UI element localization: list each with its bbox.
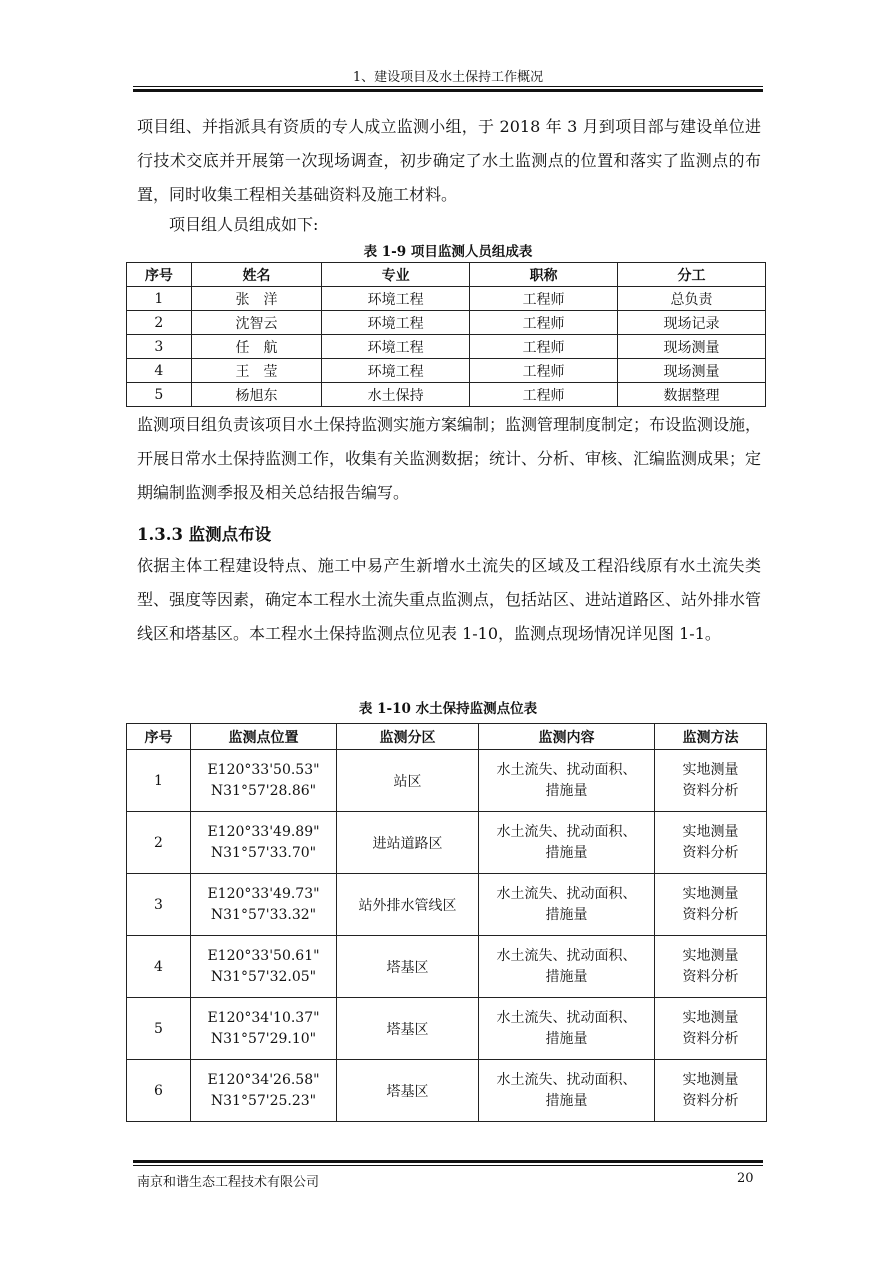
- paragraph-monitoring-points: 依据主体工程建设特点、施工中易产生新增水土流失的区域及工程沿线原有水土流失类型、强度等因素，确定本工程水土流失重点监测点，包括站区、进站道路区、站外排水管线区和塔基区。本工程水土保持监测点位见表 1-10，监测点现场情况详见图 1-1。: [137, 556, 762, 643]
- points-cell-content: [479, 874, 655, 936]
- method-line-1: 实地测量: [682, 1009, 739, 1026]
- staff-cell-name: 沈智云: [191, 311, 321, 335]
- paragraph-team-duties: 监测项目组负责该项目水土保持监测实施方案编制；监测管理制度制定；布设监测设施，开展日常水土保持监测工作，收集有关监测数据；统计、分析、审核、汇编监测成果；定期编制监测季报及相关总结报告编写。: [137, 415, 762, 502]
- points-cell-content: [479, 936, 655, 998]
- table-row: [127, 311, 766, 335]
- staff-cell-name: 张 洋: [191, 287, 321, 311]
- content-line-2: 措施量: [545, 844, 588, 861]
- points-header-content: 监测内容: [479, 724, 655, 750]
- staff-cell-duty: 总负责: [618, 287, 766, 311]
- points-cell-no: 4: [127, 936, 191, 998]
- footer-rule-thick: [133, 1160, 763, 1163]
- staff-cell-duty: 数据整理: [618, 383, 766, 407]
- staff-header-name: 姓名: [191, 263, 321, 287]
- staff-cell-title: 工程师: [470, 287, 618, 311]
- points-cell-method: [655, 1060, 767, 1122]
- points-cell-no: 6: [127, 1060, 191, 1122]
- method-line-2: 资料分析: [682, 1030, 739, 1047]
- staff-header-title: 职称: [470, 263, 618, 287]
- latitude-text: N31°57'33.32": [210, 906, 317, 923]
- footer-rule-thin: [133, 1165, 763, 1166]
- points-cell-zone: 站外排水管线区: [337, 874, 479, 936]
- section-title: 1.3.3 监测点布设: [137, 525, 272, 544]
- latitude-text: N31°57'28.86": [210, 782, 317, 799]
- page-number: 20: [737, 1171, 754, 1186]
- staff-cell-no: 1: [127, 287, 192, 311]
- table-row: [127, 287, 766, 311]
- points-cell-location: [191, 750, 337, 812]
- points-cell-location: [191, 936, 337, 998]
- staff-header-major: 专业: [322, 263, 470, 287]
- staff-cell-name: 王 莹: [191, 359, 321, 383]
- content-line-2: 措施量: [545, 906, 588, 923]
- content-line-1: 水土流失、扰动面积、: [496, 823, 637, 840]
- staff-cell-title: 工程师: [470, 383, 618, 407]
- staff-cell-major: 环境工程: [322, 335, 470, 359]
- staff-header-duty: 分工: [618, 263, 766, 287]
- footer-company: 南京和谐生态工程技术有限公司: [137, 1175, 320, 1190]
- staff-cell-major: 环境工程: [322, 311, 470, 335]
- content-line-1: 水土流失、扰动面积、: [496, 885, 637, 902]
- staff-table-header-row: [127, 263, 766, 287]
- staff-cell-title: 工程师: [470, 335, 618, 359]
- points-cell-location: [191, 998, 337, 1060]
- points-cell-location: [191, 874, 337, 936]
- staff-table: [126, 262, 766, 407]
- content-line-2: 措施量: [545, 1092, 588, 1109]
- points-cell-zone: 进站道路区: [337, 812, 479, 874]
- points-cell-method: [655, 936, 767, 998]
- table-row: [127, 359, 766, 383]
- points-header-location: 监测点位置: [191, 724, 337, 750]
- staff-cell-no: 5: [127, 383, 192, 407]
- longitude-text: E120°33'49.89": [207, 823, 320, 840]
- header-rule-thick: [133, 89, 763, 92]
- method-line-2: 资料分析: [682, 844, 739, 861]
- points-cell-zone: 塔基区: [337, 1060, 479, 1122]
- staff-cell-name: 任 航: [191, 335, 321, 359]
- staff-cell-no: 4: [127, 359, 192, 383]
- points-cell-no: 1: [127, 750, 191, 812]
- method-line-2: 资料分析: [682, 782, 739, 799]
- table2-caption: 表 1-10 水土保持监测点位表: [358, 701, 538, 717]
- content-line-2: 措施量: [545, 968, 588, 985]
- longitude-text: E120°33'49.73": [207, 885, 320, 902]
- latitude-text: N31°57'29.10": [210, 1030, 317, 1047]
- points-cell-zone: 塔基区: [337, 936, 479, 998]
- method-line-2: 资料分析: [682, 906, 739, 923]
- longitude-text: E120°33'50.53": [207, 761, 320, 778]
- points-header-method: 监测方法: [655, 724, 767, 750]
- staff-header-no: 序号: [127, 263, 192, 287]
- points-cell-method: [655, 998, 767, 1060]
- staff-cell-duty: 现场记录: [618, 311, 766, 335]
- points-cell-no: 2: [127, 812, 191, 874]
- points-cell-content: [479, 1060, 655, 1122]
- content-line-1: 水土流失、扰动面积、: [496, 947, 637, 964]
- table-row: [127, 998, 767, 1060]
- table-row: [127, 335, 766, 359]
- points-cell-zone: 站区: [337, 750, 479, 812]
- method-line-1: 实地测量: [682, 947, 739, 964]
- method-line-1: 实地测量: [682, 885, 739, 902]
- staff-cell-name: 杨旭东: [191, 383, 321, 407]
- longitude-text: E120°34'26.58": [207, 1071, 320, 1088]
- monitoring-points-table: [126, 723, 767, 1122]
- method-line-1: 实地测量: [682, 1071, 739, 1088]
- latitude-text: N31°57'32.05": [210, 968, 317, 985]
- points-cell-content: [479, 998, 655, 1060]
- table-row: [127, 750, 767, 812]
- points-header-zone: 监测分区: [337, 724, 479, 750]
- latitude-text: N31°57'33.70": [210, 844, 317, 861]
- method-line-2: 资料分析: [682, 1092, 739, 1109]
- staff-cell-major: 水土保持: [322, 383, 470, 407]
- points-table-header-row: [127, 724, 767, 750]
- staff-cell-no: 2: [127, 311, 192, 335]
- points-cell-method: [655, 750, 767, 812]
- points-cell-location: [191, 1060, 337, 1122]
- table-row: [127, 383, 766, 407]
- staff-cell-major: 环境工程: [322, 359, 470, 383]
- longitude-text: E120°33'50.61": [207, 947, 320, 964]
- content-line-1: 水土流失、扰动面积、: [496, 1071, 637, 1088]
- staff-cell-no: 3: [127, 335, 192, 359]
- method-line-1: 实地测量: [682, 761, 739, 778]
- latitude-text: N31°57'25.23": [210, 1092, 317, 1109]
- points-cell-method: [655, 812, 767, 874]
- paragraph-team-intro: 项目组人员组成如下:: [169, 215, 319, 234]
- points-cell-location: [191, 812, 337, 874]
- table-row: [127, 1060, 767, 1122]
- staff-cell-title: 工程师: [470, 359, 618, 383]
- staff-cell-duty: 现场测量: [618, 335, 766, 359]
- staff-cell-duty: 现场测量: [618, 359, 766, 383]
- points-cell-no: 5: [127, 998, 191, 1060]
- header-rule-thin: [133, 86, 763, 87]
- table1-caption: 表 1-9 项目监测人员组成表: [363, 244, 533, 260]
- longitude-text: E120°34'10.37": [207, 1009, 320, 1026]
- content-line-2: 措施量: [545, 782, 588, 799]
- content-line-2: 措施量: [545, 1030, 588, 1047]
- table-row: [127, 936, 767, 998]
- paragraph-intro: 项目组、并指派具有资质的专人成立监测小组，于 2018 年 3 月到项目部与建设单位进行技术交底并开展第一次现场调查，初步确定了水土监测点的位置和落实了监测点的布置，同时收集工程相关基础资料及施工材料。: [137, 117, 761, 204]
- points-cell-zone: 塔基区: [337, 998, 479, 1060]
- content-line-1: 水土流失、扰动面积、: [496, 1009, 637, 1026]
- page-header-title: 1、建设项目及水土保持工作概况: [352, 70, 544, 85]
- method-line-1: 实地测量: [682, 823, 739, 840]
- content-line-1: 水土流失、扰动面积、: [496, 761, 637, 778]
- points-header-no: 序号: [127, 724, 191, 750]
- table-row: [127, 812, 767, 874]
- points-cell-method: [655, 874, 767, 936]
- table-row: [127, 874, 767, 936]
- points-cell-content: [479, 812, 655, 874]
- points-cell-no: 3: [127, 874, 191, 936]
- method-line-2: 资料分析: [682, 968, 739, 985]
- points-cell-content: [479, 750, 655, 812]
- staff-cell-major: 环境工程: [322, 287, 470, 311]
- staff-cell-title: 工程师: [470, 311, 618, 335]
